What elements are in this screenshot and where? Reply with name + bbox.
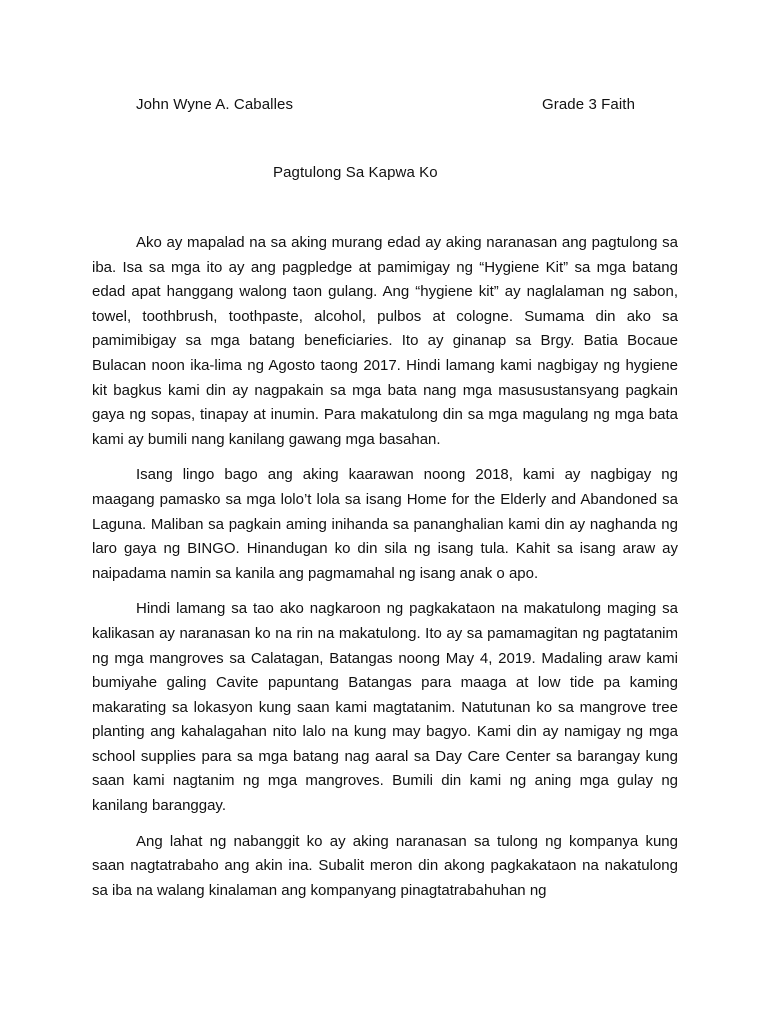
essay-paragraph-2: Isang lingo bago ang aking kaarawan noong 2018, kami ay nagbigay ng maagang pamasko sa mga lolo’t lola sa isang Home for the Elderly and Abandoned sa Laguna. Maliban sa pagkain aming inihanda sa pananghalian kami din ay naghanda ng laro gaya ng BINGO. Hinandugan ko din sila ng isang tula. Kahit sa isang araw ay naipadama namin sa kanila ang pagmamahal ng isang anak o apo. (92, 466, 678, 582)
essay-paragraph-4: Ang lahat ng nabanggit ko ay aking naranasan sa tulong ng kompanya kung saan nagtatrabaho ang akin ina. Subalit meron din akong pagkakataon na nakatulong sa iba na walang kinalaman ang kompanyang pinagtatrabahuhan ng (92, 832, 678, 899)
student-name: John Wyne A. Caballes (136, 96, 294, 113)
essay-paragraph-1: Ako ay mapalad na sa aking murang edad ay aking naranasan ang pagtulong sa iba. Isa sa mga ito ay ang pagpledge at pamimigay ng “Hygiene Kit” sa mga batang edad apat hanggang walong taon gulang. Ang “hygiene kit” ay naglalaman ng sabon, towel, toothbrush, toothpaste, alcohol, pulbos at cologne. Sumama din ako sa pamimibigay sa mga batang beneficiaries. Ito ay ginanap sa Brgy. Batia Bocaue Bulacan noon ika-lima ng Agosto taong 2017. Hindi lamang kami nagbigay ng hygiene kit bagkus kami din ay nagpakain sa mga bata nang mga masusustansyang pagkain gaya ng sopas, tinapay at inumin. Para makatulong din sa mga magulang ng mga bata kami ay bumili nang kanilang gawang mga basahan. (92, 234, 678, 448)
essay-title: Pagtulong Sa Kapwa Ko (273, 164, 438, 181)
student-grade-section: Grade 3 Faith (542, 96, 636, 113)
essay-body (92, 231, 678, 914)
essay-paragraph-3: Hindi lamang sa tao ako nagkaroon ng pagkakataon na makatulong maging sa kalikasan ay naranasan ko na rin na makatulong. Ito ay sa pamamagitan ng pagtatanim ng mga mangroves sa Calatagan, Batangas noong May 4, 2019. Madaling araw kami bumiyahe galing Cavite papuntang Batangas para maaga at low tide pa kaming makarating sa lokasyon kung saan kami magtatanim. Natutunan ko sa mangrove tree planting ang kahalagahan nito lalo na kung may bagyo. Kami din ay namigay ng mga school supplies para sa mga batang nag aaral sa Day Care Center sa barangay kung saan kami nagtanim ng mga mangroves. Bumili din kami ng aning mga gulay ng kanilang baranggay. (92, 600, 678, 815)
